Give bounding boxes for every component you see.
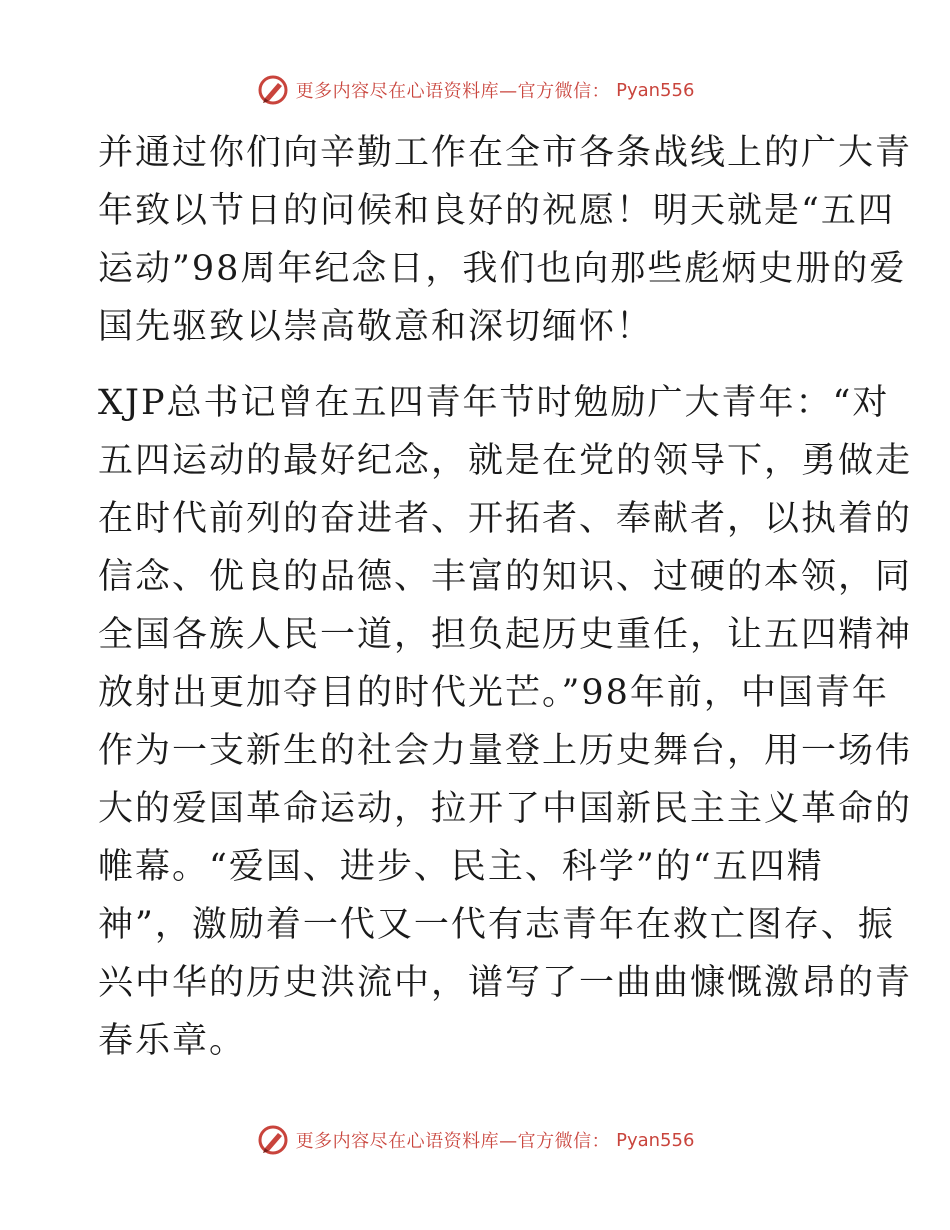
text-line: 作为一支新生的社会力量登上历史舞台，用一场伟	[98, 731, 913, 771]
banner-text: 更多内容尽在心语资料库—官方微信：	[295, 1131, 611, 1152]
banner-text: 更多内容尽在心语资料库—官方微信：	[295, 81, 611, 102]
document-body	[98, 124, 913, 1070]
text-line: 在时代前列的奋进者、开拓者、奉献者，以执着的	[98, 499, 913, 539]
header-banner	[0, 70, 950, 110]
text-line: 兴中华的历史洪流中，谱写了一曲曲慷慨激昂的青	[98, 963, 913, 1003]
text-line: 帷幕。“爱国、进步、民主、科学”的“五四精	[98, 847, 824, 887]
text-line: 大的爱国革命运动，拉开了中国新民主主义革命的	[98, 789, 913, 829]
text-line: 运动”98周年纪念日，我们也向那些彪炳史册的爱	[98, 249, 907, 289]
text-line: 放射出更加夺目的时代光芒。”98年前，中国青年	[98, 673, 889, 713]
paragraph-1	[98, 124, 913, 356]
paragraph-2	[98, 374, 913, 1070]
banner-wechat-id: Pyan556	[616, 1129, 695, 1151]
text-line: 国先驱致以崇高敬意和深切缅怀！	[98, 307, 654, 347]
pen-logo-icon	[256, 73, 290, 107]
text-line: 神”，激励着一代又一代有志青年在救亡图存、振	[98, 905, 895, 945]
text-line: 并通过你们向辛勤工作在全市各条战线上的广大青	[98, 133, 913, 173]
text-line: 信念、优良的品德、丰富的知识、过硬的本领，同	[98, 557, 913, 597]
pen-logo-icon	[256, 1123, 290, 1157]
banner-wechat-id: Pyan556	[616, 79, 695, 101]
text-line: 五四运动的最好纪念，就是在党的领导下，勇做走	[98, 441, 913, 481]
text-line: 年致以节日的问候和良好的祝愿！明天就是“五四	[98, 191, 895, 231]
footer-banner	[0, 1120, 950, 1160]
text-line: 春乐章。	[98, 1021, 247, 1061]
text-line: 全国各族人民一道，担负起历史重任，让五四精神	[98, 615, 913, 655]
text-line: XJP总书记曾在五四青年节时勉励广大青年：“对	[98, 383, 890, 423]
